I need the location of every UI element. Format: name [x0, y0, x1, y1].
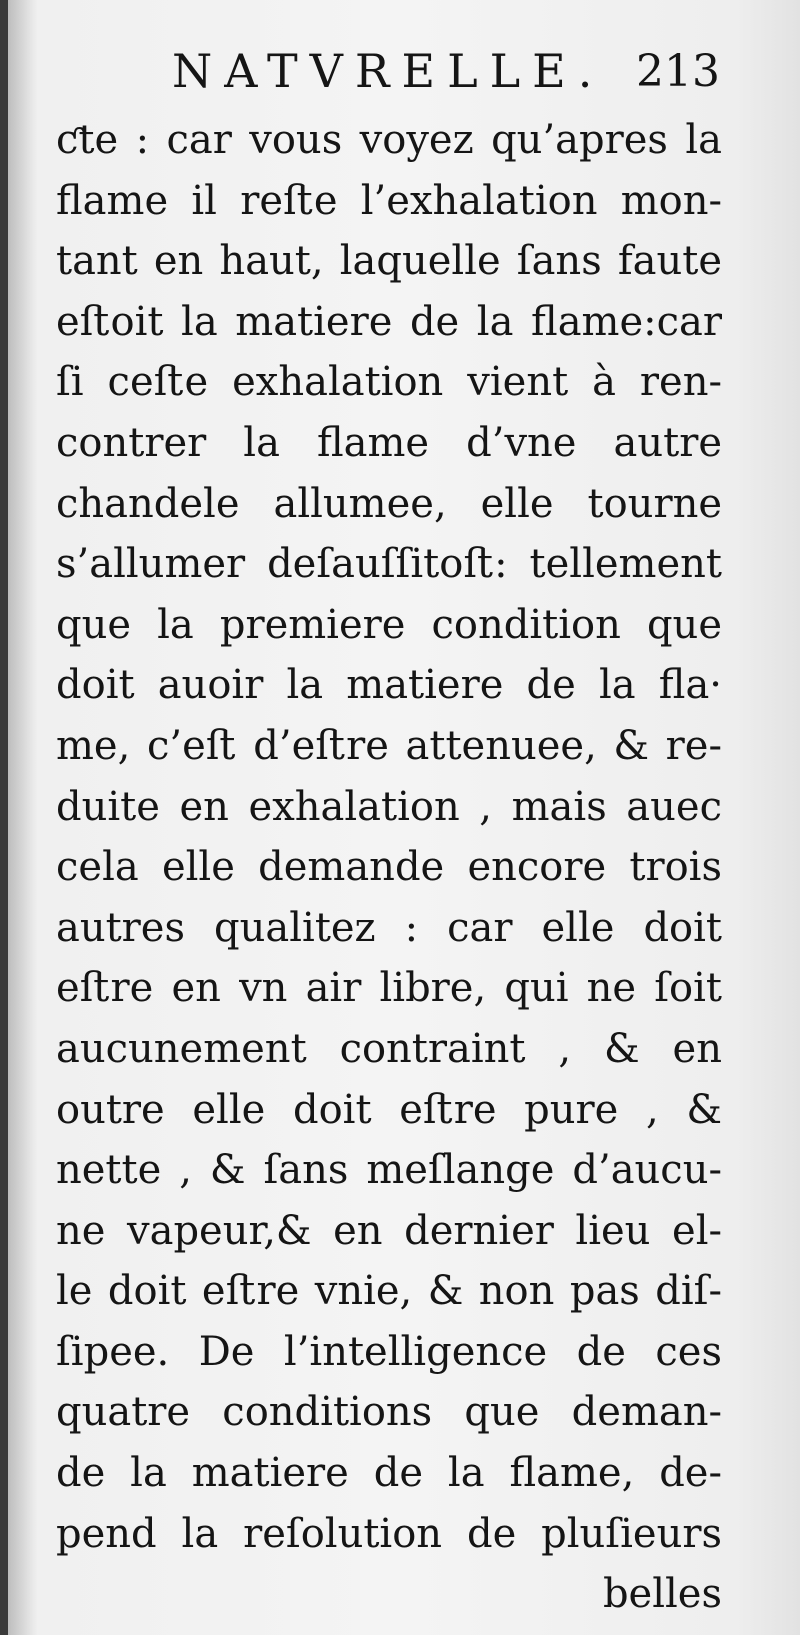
text-line: duite en exhalation , mais auec — [56, 783, 722, 830]
text-line: ſipee. De l’intelligence de ces — [56, 1328, 722, 1375]
text-line: me, c’eﬅ d’eﬅre attenuee, & re- — [56, 722, 722, 769]
text-line: ﬂame il reﬅe l’exhalation mon- — [56, 177, 722, 224]
text-line: eﬅoit la matiere de la ﬂame:car — [56, 298, 722, 345]
text-line: nette , & ſans meſlange d’aucu- — [56, 1147, 722, 1194]
text-line: contrer la ﬂame d’vne autre — [56, 419, 722, 466]
text-line: chandele allumee, elle tourne — [56, 480, 722, 527]
text-line: le doit eﬅre vnie, & non pas diſ- — [56, 1268, 722, 1315]
binding-edge — [0, 0, 8, 1635]
text-line: ƈte : car vous voyez qu’apres la — [56, 117, 722, 163]
text-line: autres qualitez : car elle doit — [56, 904, 722, 951]
text-line: eﬅre en vn air libre, qui ne ſoit — [56, 965, 722, 1012]
text-line: cela elle demande encore trois — [56, 844, 722, 891]
text-line: outre elle doit eﬅre pure , & — [56, 1086, 722, 1133]
text-line: que la premiere condition que — [56, 601, 722, 648]
body-text — [56, 110, 722, 1625]
text-line: ne vapeur,& en dernier lieu el- — [56, 1207, 722, 1254]
page-number: 213 — [636, 46, 720, 97]
text-line: doit auoir la matiere de la ﬂa· — [56, 662, 722, 709]
catchword: belles — [602, 1571, 722, 1618]
gutter-shadow — [8, 0, 38, 1635]
text-line: s’allumer deſauſſitoﬅ: tellement — [56, 541, 722, 588]
text-line: tant en haut, laquelle ſans faute — [56, 238, 722, 285]
text-line: ſi ceﬅe exhalation vient à ren- — [56, 359, 722, 406]
text-line: quatre conditions que deman- — [56, 1389, 722, 1436]
text-line: aucunement contraint , & en — [56, 1025, 722, 1072]
page-header — [60, 40, 720, 110]
text-line: pend la reſolution de pluſieurs — [56, 1510, 722, 1557]
running-title: NATVRELLE. — [172, 44, 605, 98]
text-line: de la matiere de la ﬂame, de- — [56, 1450, 722, 1497]
